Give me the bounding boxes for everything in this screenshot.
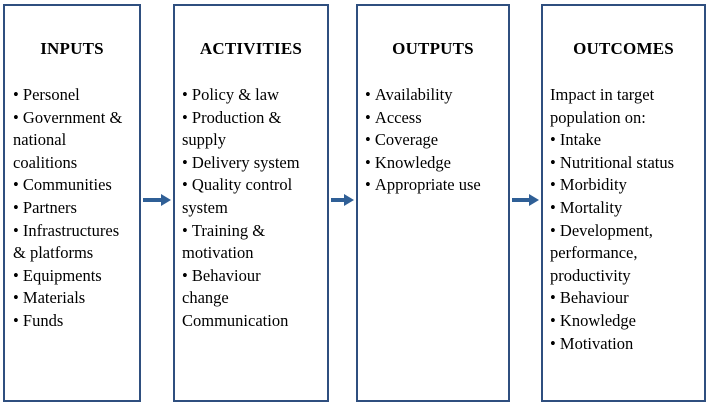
outcomes-list: [550, 84, 702, 355]
outcomes-title: OUTCOMES: [573, 39, 674, 58]
list-item: • Behaviour: [550, 287, 702, 310]
activities-list: [182, 84, 323, 333]
list-item: • Government & national coalitions: [13, 107, 135, 175]
list-item: • Access: [365, 107, 504, 130]
list-item: • Appropriate use: [365, 174, 504, 197]
list-item: • Motivation: [550, 333, 702, 356]
list-item: • Mortality: [550, 197, 702, 220]
activities-box: [173, 4, 329, 402]
list-item: • Quality control system: [182, 174, 323, 219]
outputs-list: [365, 84, 504, 197]
activities-title: ACTIVITIES: [199, 39, 303, 58]
list-item: • Training & motivation: [182, 220, 323, 265]
outcomes-box: [541, 4, 706, 402]
list-item: • Knowledge: [365, 152, 504, 175]
list-item: • Production & supply: [182, 107, 323, 152]
list-item: • Partners: [13, 197, 135, 220]
list-item: • Development, performance, productivity: [550, 220, 702, 288]
arrow-icon: [143, 193, 171, 207]
list-item: • Funds: [13, 310, 135, 333]
outcomes-intro: Impact in target population on:: [550, 85, 655, 127]
list-item: • Delivery system: [182, 152, 323, 175]
list-item: • Materials: [13, 287, 135, 310]
outputs-title: OUTPUTS: [392, 39, 474, 58]
list-item: • Personel: [13, 84, 135, 107]
list-item: • Behaviour change Communication: [182, 265, 323, 333]
list-item: • Intake: [550, 129, 702, 152]
list-item: • Morbidity: [550, 174, 702, 197]
list-item: • Coverage: [365, 129, 504, 152]
list-item: • Communities: [13, 174, 135, 197]
arrow-icon: [331, 193, 354, 207]
list-item: • Equipments: [13, 265, 135, 288]
inputs-box: [3, 4, 141, 402]
list-item: • Nutritional status: [550, 152, 702, 175]
list-item: • Knowledge: [550, 310, 702, 333]
arrow-icon: [512, 193, 539, 207]
list-item: • Availability: [365, 84, 504, 107]
list-item: • Policy & law: [182, 84, 323, 107]
list-item: • Infrastructures & platforms: [13, 220, 135, 265]
outputs-box: [356, 4, 510, 402]
inputs-title: INPUTS: [40, 39, 104, 58]
inputs-list: [13, 84, 135, 333]
